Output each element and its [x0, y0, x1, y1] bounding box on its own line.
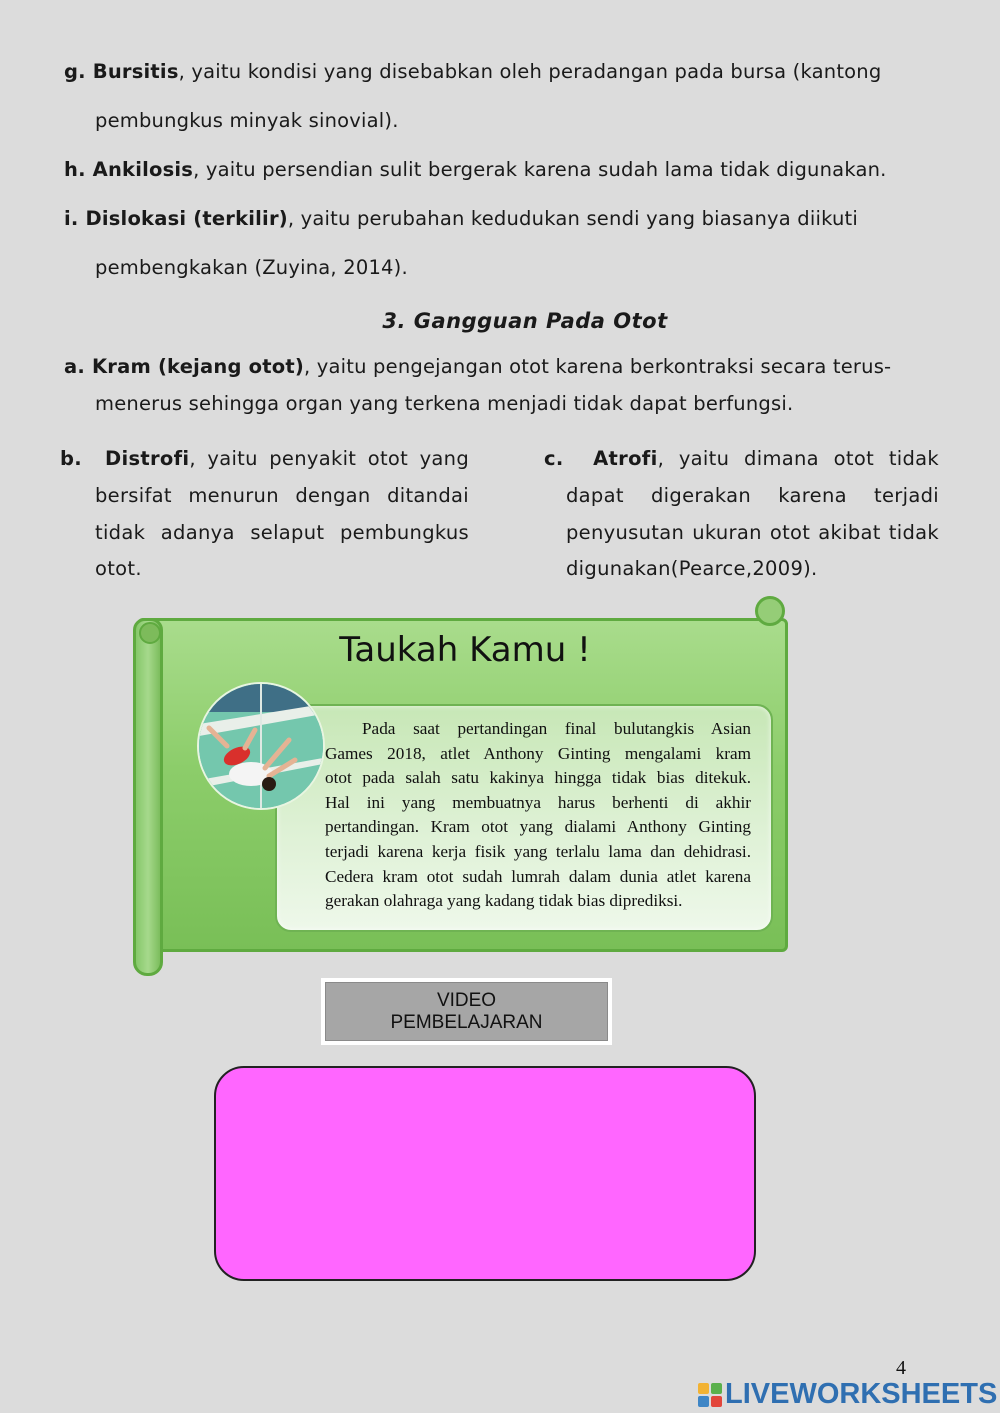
item-h-text: , yaitu persendian sulit bergerak karena sudah lama tidak digunakan.: [193, 158, 887, 181]
item-a: [64, 355, 891, 379]
fact-line: pertandingan. Kram otot yang dialami Anthony Ginting: [325, 817, 751, 837]
item-b-term: Distrofi: [104, 447, 190, 470]
scroll-title: Taukah Kamu !: [339, 630, 591, 670]
liveworksheets-logo-icon: [698, 1383, 722, 1407]
fact-line: Pada saat pertandingan final bulutangkis Asian: [362, 719, 751, 738]
item-i: [64, 207, 858, 231]
item-c-first-line: [544, 441, 939, 478]
item-b-line: tidak adanya selaput pembungkus: [95, 520, 469, 544]
fact-line: gerakan olahraga yang kadang tidak bias diprediksi.: [325, 891, 683, 911]
item-g-term: g. Bursitis: [64, 60, 179, 83]
item-c-line: digunakan(Pearce,2009).: [566, 557, 818, 581]
item-i-term: i. Dislokasi (terkilir): [64, 207, 288, 230]
item-a-text: , yaitu pengejangan otot karena berkontraksi secara terus-: [303, 355, 892, 378]
item-a-cont: menerus sehingga organ yang terkena menjadi tidak dapat berfungsi.: [95, 392, 794, 415]
fact-line: Games 2018, atlet Anthony Ginting mengalami kram: [325, 743, 751, 763]
item-c: [544, 441, 939, 478]
item-c-text: , yaitu dimana otot tidak: [657, 447, 939, 470]
item-g-cont: pembungkus minyak sinovial).: [95, 109, 399, 132]
video-label-line1: VIDEO: [436, 989, 497, 1011]
item-c-body: [566, 478, 939, 588]
item-c-line: dapat digerakan karena terjadi: [566, 484, 939, 507]
fact-line: Hal ini yang membuatnya harus berhenti di akhir: [325, 792, 751, 812]
item-c-label: c.: [544, 447, 564, 470]
item-b-line: bersifat menurun dengan ditandai: [95, 484, 469, 507]
video-pembelajaran-label: [321, 978, 612, 1045]
scroll-left-roll: [133, 618, 163, 976]
video-label-line2: PEMBELAJARAN: [390, 1011, 543, 1033]
item-i-cont: pembengkakan (Zuyina, 2014).: [95, 256, 408, 279]
item-b-text: , yaitu penyakit otot yang: [189, 447, 470, 470]
video-label-inner: [325, 982, 608, 1041]
item-g: [64, 60, 881, 84]
page-number: 4: [896, 1357, 906, 1379]
athlete-illustration: [199, 684, 323, 808]
item-b-line: otot.: [95, 557, 142, 581]
item-b-first-line: [60, 441, 469, 478]
section-heading: 3. Gangguan Pada Otot: [382, 309, 668, 333]
item-b: [60, 441, 469, 478]
item-c-term: Atrofi: [593, 447, 658, 470]
item-b-label: b.: [60, 447, 82, 470]
item-i-text: , yaitu perubahan kedudukan sendi yang biasanya diikuti: [287, 207, 859, 230]
item-a-term: a. Kram (kejang otot): [64, 355, 304, 378]
item-b-body: [95, 478, 469, 588]
fact-line: Cedera kram otot sudah lumrah dalam dunia atlet karena: [325, 866, 751, 886]
item-g-text: , yaitu kondisi yang disebabkan oleh peradangan pada bursa (kantong: [178, 60, 882, 83]
scroll-curl-icon: [755, 596, 785, 626]
fact-line: otot pada salah satu kakinya hingga tidak bias ditekuk.: [325, 768, 751, 788]
liveworksheets-brand: [698, 1378, 997, 1411]
item-c-line: penyusutan ukuran otot akibat tidak: [566, 520, 939, 544]
fact-line: terjadi karena kerja fisik yang terlalu lama dan dehidrasi.: [325, 841, 751, 861]
item-h-term: h. Ankilosis: [64, 158, 194, 181]
athlete-photo: [197, 682, 325, 810]
item-h: [64, 158, 887, 182]
brand-text: LIVEWORKSHEETS: [725, 1378, 998, 1410]
fact-text: [325, 717, 751, 914]
video-embed-area[interactable]: [214, 1066, 756, 1281]
